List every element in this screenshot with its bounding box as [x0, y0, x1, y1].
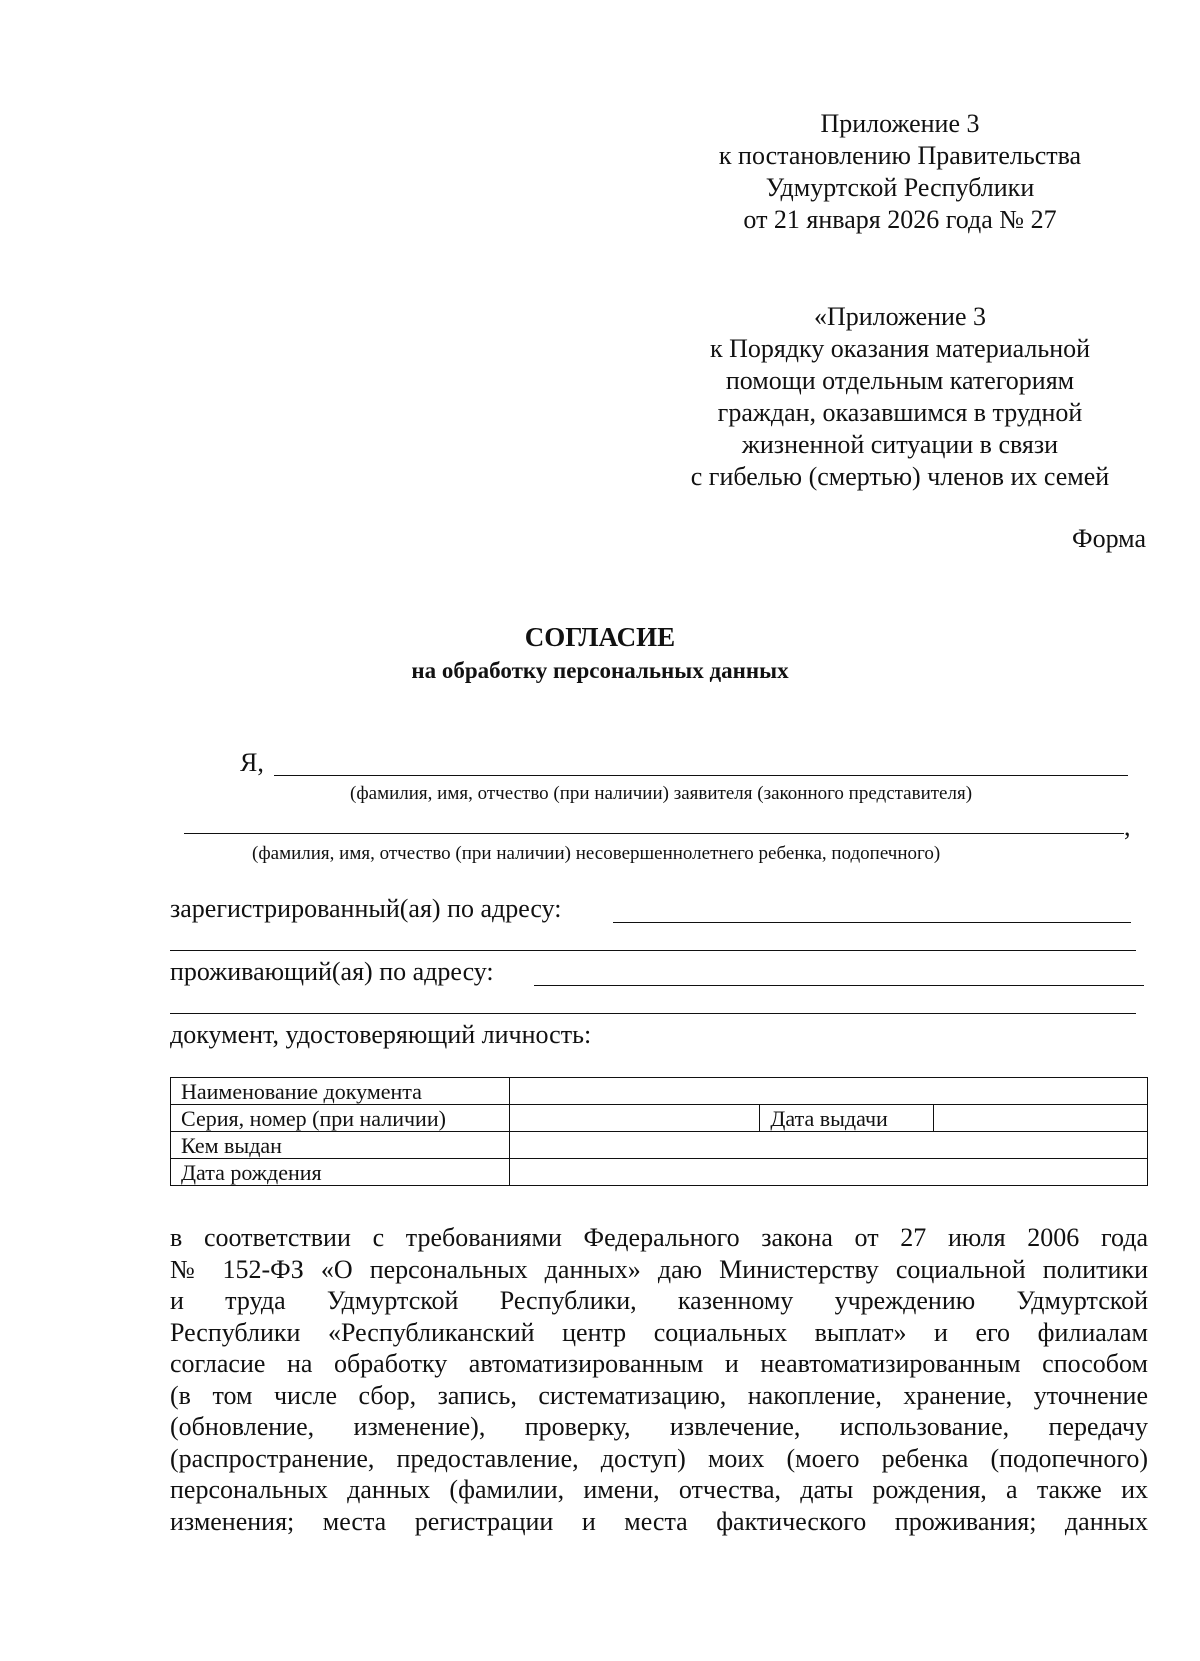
issued-by-label: Кем выдан — [171, 1132, 510, 1159]
document-name-label: Наименование документа — [171, 1078, 510, 1105]
identity-document-label: документ, удостоверяющий личность: — [170, 1020, 592, 1049]
series-number-cell[interactable] — [509, 1105, 760, 1132]
issue-date-cell[interactable] — [934, 1105, 1148, 1132]
body-line: персональных данных (фамилии, имени, отчества, даты рождения, а также их — [170, 1475, 1148, 1504]
registered-address-field[interactable] — [613, 922, 1131, 923]
body-line: (в том числе сбор, запись, систематизацию, накопление, хранение, уточнение — [170, 1380, 1148, 1410]
series-number-label: Серия, номер (при наличии) — [171, 1105, 510, 1132]
registered-address-field-2[interactable] — [170, 950, 1136, 951]
issued-by-cell[interactable] — [509, 1132, 1147, 1159]
body-line: изменения; места регистрации и места фактического проживания; данных — [170, 1506, 1148, 1536]
procedure-header — [660, 301, 1140, 493]
applicant-name-field[interactable] — [274, 775, 1128, 776]
appendix-header-line: к постановлению Правительства — [718, 141, 1082, 170]
body-line: (обновление, изменение), проверку, извлечение, использование, передачу — [170, 1412, 1148, 1441]
procedure-header-line: с гибелью (смертью) членов их семей — [690, 462, 1110, 491]
table-row — [171, 1159, 1148, 1186]
body-line: согласие на обработку автоматизированным и неавтоматизированным способом — [170, 1349, 1148, 1378]
living-address-field[interactable] — [534, 985, 1144, 986]
body-line: № 152-ФЗ «О персональных данных» даю Министерству социальной политики — [170, 1254, 1148, 1284]
living-address-label: проживающий(ая) по адресу: — [170, 957, 494, 986]
applicant-name-caption: (фамилия, имя, отчество (при наличии) заявителя (законного представителя) — [350, 783, 973, 804]
child-name-comma: , — [1124, 812, 1131, 841]
table-row — [171, 1105, 1148, 1132]
table-row — [171, 1132, 1148, 1159]
ya-label: Я, — [240, 748, 264, 777]
child-name-caption: (фамилия, имя, отчество (при наличии) несовершеннолетнего ребенка, подопечного) — [252, 843, 941, 864]
issue-date-label: Дата выдачи — [760, 1105, 934, 1132]
document-subtitle: на обработку персональных данных — [411, 658, 789, 683]
body-line: в соответствии с требованиями Федерального закона от 27 июля 2006 года — [170, 1223, 1148, 1252]
procedure-header-line: помощи отдельным категориям — [725, 366, 1075, 395]
body-line: (распространение, предоставление, доступ) моих (моего ребенка (подопечного) — [170, 1443, 1148, 1473]
procedure-header-line: жизненной ситуации в связи — [741, 430, 1059, 459]
form-label: Форма — [1072, 524, 1146, 553]
procedure-header-line: к Порядку оказания материальной — [709, 334, 1091, 363]
body-line: и труда Удмуртской Республики, казенному учреждению Удмуртской — [170, 1286, 1148, 1315]
procedure-header-line: граждан, оказавшимся в трудной — [717, 398, 1083, 427]
child-name-field[interactable] — [184, 833, 1124, 834]
document-name-cell[interactable] — [509, 1078, 1147, 1105]
table-row — [171, 1078, 1148, 1105]
document-title: СОГЛАСИЕ — [524, 622, 676, 652]
appendix-header-line: Удмуртской Республики — [765, 173, 1035, 202]
body-line: Республики «Республиканский центр социальных выплат» и его филиалам — [170, 1317, 1148, 1347]
consent-body-text — [170, 1222, 1148, 1537]
birth-date-cell[interactable] — [509, 1159, 1147, 1186]
appendix-header-line: Приложение 3 — [820, 109, 980, 138]
appendix-header — [660, 108, 1140, 236]
registered-address-label: зарегистрированный(ая) по адресу: — [170, 894, 562, 923]
appendix-header-line: от 21 января 2026 года № 27 — [743, 205, 1057, 234]
identity-document-table — [170, 1077, 1148, 1186]
living-address-field-2[interactable] — [170, 1013, 1136, 1014]
procedure-header-line: «Приложение 3 — [813, 302, 987, 331]
birth-date-label: Дата рождения — [171, 1159, 510, 1186]
